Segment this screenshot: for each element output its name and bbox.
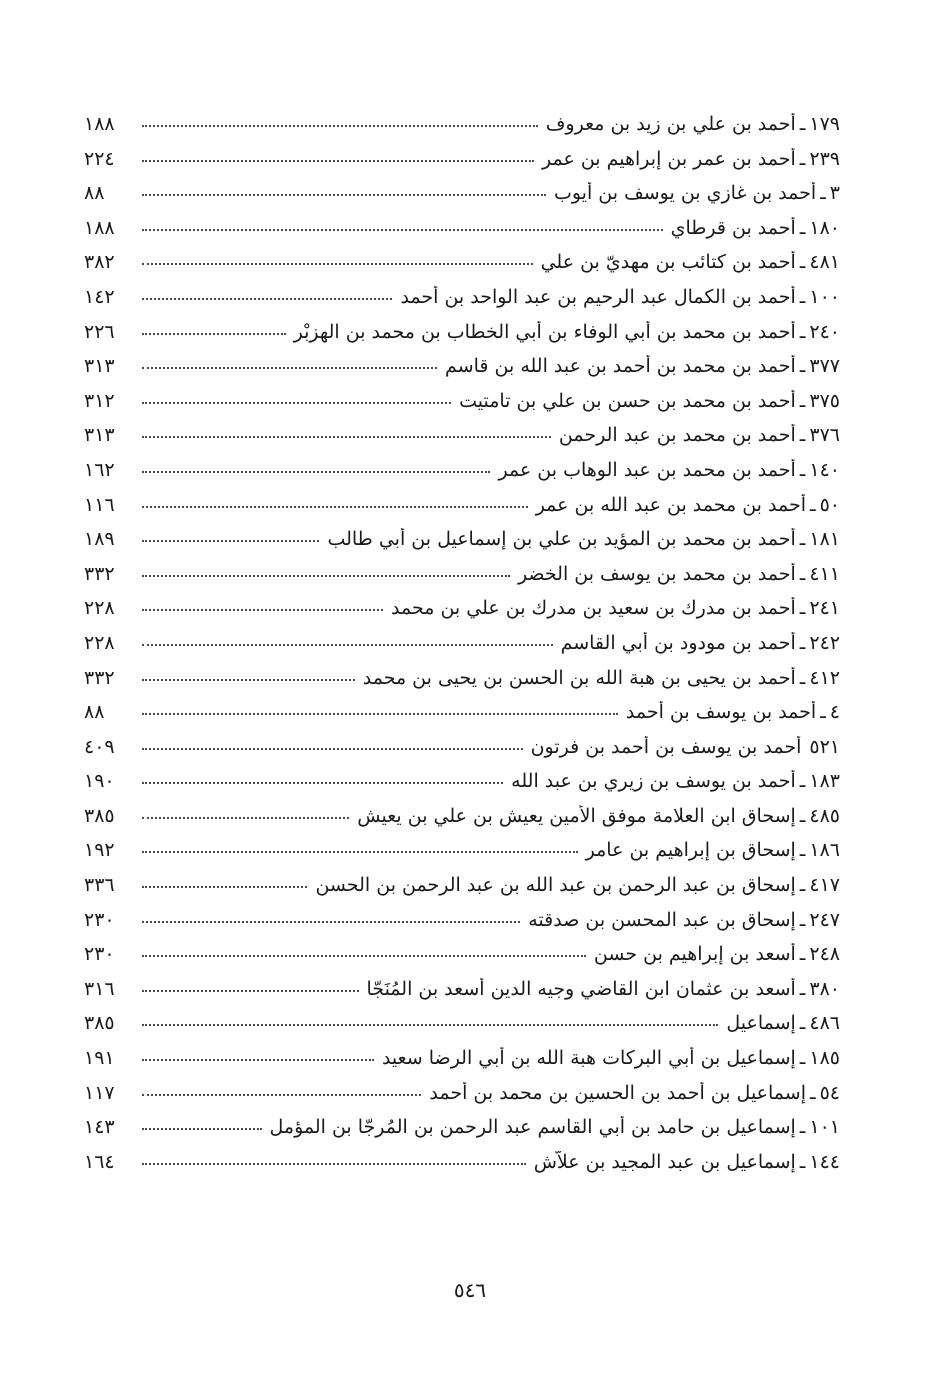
dot-leader: [142, 125, 538, 127]
dot-leader: [142, 298, 392, 300]
entry-separator: ـ: [799, 251, 806, 274]
page-reference: ١٦٢: [84, 458, 115, 481]
dot-leader: [142, 817, 349, 819]
index-entry: [84, 1012, 840, 1047]
index-entry: [84, 528, 840, 563]
entry-number: ٢٤٨: [809, 943, 840, 966]
entry-name: أحمد بن محمد بن حسن بن علي بن تامتيت: [459, 389, 796, 412]
entry-separator: ـ: [799, 874, 806, 897]
entry-number: ٣: [829, 182, 840, 205]
page-reference: ٢٢٨: [84, 631, 115, 654]
entry-name: أحمد بن يوسف بن أحمد: [625, 701, 817, 724]
entry-number: ٤١٧: [809, 874, 840, 897]
entry-separator: ـ: [799, 285, 806, 308]
entry-name: أحمد بن كتائب بن مهديّ بن علي: [540, 251, 796, 274]
index-entry: [84, 321, 840, 356]
index-entry: [84, 286, 840, 321]
index-entry: [84, 424, 840, 459]
page-number: ٥٤٦: [453, 1278, 487, 1302]
page-reference: ٣٨٢: [84, 251, 115, 274]
page-reference: ٣٣٢: [84, 666, 115, 689]
entry-number: ٤٨٥: [809, 804, 840, 827]
entry-number: ٢٤١: [809, 597, 840, 620]
page-reference: ١٩١: [84, 1047, 115, 1070]
index-entry: [84, 909, 840, 944]
entry-separator: ـ: [799, 908, 806, 931]
entry-number: ٣٨٠: [809, 977, 840, 1000]
page-reference: ٣٣٦: [84, 874, 115, 897]
entry-number: ١٠١: [809, 1116, 840, 1139]
entry-separator: ـ: [799, 528, 806, 551]
entry-separator: ـ: [799, 389, 806, 412]
index-entry: [84, 563, 840, 598]
entry-name: أحمد بن علي بن زيد بن معروف: [545, 113, 796, 135]
index-entry: [84, 494, 840, 529]
page-reference: ٣١٦: [84, 977, 115, 1000]
entry-name: إسماعيل بن حامد بن أبي القاسم عبد الرحمن بن المُرجّا بن المؤمل: [269, 1116, 796, 1139]
page-reference: ٣١٣: [84, 355, 115, 378]
dot-leader: [142, 506, 528, 508]
page-reference: ١١٧: [84, 1081, 115, 1104]
entry-number: ١٤٠: [809, 458, 840, 481]
entry-number: ١٠٠: [809, 285, 840, 308]
page-reference: ١٩٢: [84, 839, 115, 862]
entry-number: ٤٨١: [809, 251, 840, 274]
page-reference: ٣١٢: [84, 389, 115, 412]
entry-separator: ـ: [799, 977, 806, 1000]
entry-separator: ـ: [820, 182, 826, 205]
entry-number: ٤٨٦: [809, 1012, 840, 1035]
index-entry: [84, 182, 840, 217]
entry-number: ٢٣٩: [809, 147, 840, 170]
entry-name: أحمد بن محمد بن يوسف بن الخضر: [517, 562, 796, 585]
page-reference: ٣١٣: [84, 424, 115, 447]
entry-name: أحمد بن الكمال عبد الرحيم بن عبد الواحد بن أحمد: [400, 285, 796, 308]
entry-name: أحمد بن يحيى بن هبة الله بن الحسن بن يحيى بن محمد: [362, 666, 796, 689]
entry-separator: ـ: [799, 1116, 806, 1139]
page-reference: ٨٨: [84, 701, 105, 724]
index-entry: [84, 805, 840, 840]
entry-name: أحمد بن قرطاي: [670, 216, 796, 239]
page-reference: ٣٨٥: [84, 1012, 115, 1035]
entry-name: أحمد بن محمد بن عبد الرحمن: [558, 424, 796, 447]
page-reference: ١١٦: [84, 493, 115, 516]
index-entry: [84, 736, 840, 771]
page-reference: ٣٣٢: [84, 562, 115, 585]
entry-separator: ـ: [799, 804, 806, 827]
entry-number: ٤: [829, 701, 840, 724]
index-entry: [84, 251, 840, 286]
entry-separator: ـ: [810, 1081, 816, 1104]
entry-name: أحمد بن محمد بن المؤيد بن علي بن إسماعيل بن أبي طالب: [327, 528, 796, 551]
dot-leader: [142, 851, 578, 853]
dot-leader: [142, 1024, 718, 1026]
index-entry: [84, 701, 840, 736]
dot-leader: [142, 229, 663, 231]
entry-separator: ـ: [799, 839, 806, 862]
entry-number: ٢٤٠: [809, 320, 840, 343]
page-reference: ٢٣٠: [84, 943, 115, 966]
index-entry: [84, 355, 840, 390]
entry-name: أحمد بن مودود بن أبي القاسم: [560, 631, 796, 654]
dot-leader: [142, 540, 319, 542]
entry-number: ١٧٩: [809, 113, 840, 135]
entry-name: أحمد بن محمد بن أحمد بن عبد الله بن قاسم: [445, 355, 796, 378]
index-entry: [84, 943, 840, 978]
index-entry: [84, 113, 840, 148]
entry-name: أحمد بن يوسف بن زيري بن عبد الله: [511, 770, 796, 793]
entry-name: إسماعيل بن عبد المجيد بن علاّش: [533, 1150, 796, 1173]
dot-leader: [142, 886, 307, 888]
entry-number: ١٨٠: [809, 216, 840, 239]
entry-separator: ـ: [799, 355, 806, 378]
entry-name: إسحاق ابن العلامة موفق الأمين يعيش بن علي بن يعيش: [357, 804, 796, 827]
entry-name: إسماعيل بن أبي البركات هبة الله بن أبي الرضا سعيد: [381, 1047, 796, 1070]
entry-separator: ـ: [799, 147, 806, 170]
dot-leader: [142, 782, 503, 784]
page-reference: ٤٠٩: [84, 735, 115, 758]
entry-number: ١٨٥: [809, 1047, 840, 1070]
page-reference: ٢٣٠: [84, 908, 115, 931]
entry-number: ١٨٣: [809, 770, 840, 793]
index-entry: [84, 770, 840, 805]
entry-name: إسحاق بن عبد الرحمن بن عبد الله بن عبد الرحمن بن الحسن: [315, 874, 796, 897]
dot-leader: [142, 402, 451, 404]
entry-name: أحمد بن عمر بن إبراهيم بن عمر: [541, 147, 796, 170]
entry-name: إسماعيل: [726, 1012, 796, 1035]
index-entry: [84, 459, 840, 494]
entry-name: أحمد بن محمد بن عبد الوهاب بن عمر: [498, 458, 796, 481]
page-reference: ١٨٨: [84, 216, 115, 239]
entry-number: ٥٢١: [809, 735, 840, 758]
index-entry: [84, 667, 840, 702]
entry-name: أحمد بن مدرك بن سعيد بن مدرك بن علي بن محمد: [391, 597, 796, 620]
page-reference: ٣٨٥: [84, 804, 115, 827]
entry-name: إسحاق بن عبد المحسن بن صدقته: [528, 908, 796, 931]
entry-number: ١٨٦: [809, 839, 840, 862]
index-entry: [84, 978, 840, 1013]
dot-leader: [142, 1163, 526, 1165]
entry-separator: ـ: [799, 1012, 806, 1035]
dot-leader: [142, 748, 523, 750]
dot-leader: [142, 263, 533, 265]
dot-leader: [142, 955, 586, 957]
entry-separator: ـ: [820, 701, 826, 724]
page-reference: ٢٢٦: [84, 320, 115, 343]
entry-name: أسعد بن عثمان ابن القاضي وجيه الدين أسعد بن المُنَجّا: [366, 977, 796, 1000]
index-entry: [84, 632, 840, 667]
dot-leader: [142, 921, 520, 923]
entry-separator: ـ: [799, 113, 806, 135]
index-entry: [84, 1151, 840, 1186]
entry-separator: ـ: [799, 597, 806, 620]
dot-leader: [142, 1128, 262, 1130]
page-reference: ٢٢٨: [84, 597, 115, 620]
entry-number: ١٤٤: [809, 1150, 840, 1173]
page-reference: ١٩٠: [84, 770, 115, 793]
dot-leader: [142, 679, 355, 681]
entry-number: ٢٤٢: [809, 631, 840, 654]
page-reference: ١٦٤: [84, 1150, 115, 1173]
dot-leader: [142, 367, 437, 369]
entry-separator: ـ: [799, 943, 806, 966]
entry-number: ٤١٢: [809, 666, 840, 689]
entry-number: ٣٧٥: [809, 389, 840, 412]
index-entry: [84, 217, 840, 252]
entry-name: أسعد بن إبراهيم بن حسن: [593, 943, 796, 966]
entry-name: أحمد بن محمد بن أبي الوفاء بن أبي الخطاب بن محمد بن الهزبْر: [293, 320, 796, 343]
entry-separator: ـ: [799, 770, 806, 793]
index-list: [84, 113, 840, 1185]
entry-number: ٣٧٦: [809, 424, 840, 447]
dot-leader: [142, 575, 510, 577]
entry-separator: ـ: [799, 631, 806, 654]
entry-separator: ـ: [799, 216, 806, 239]
entry-separator: ـ: [810, 493, 816, 516]
entry-separator: ـ: [799, 1150, 806, 1173]
page-reference: ٨٨: [84, 182, 105, 205]
index-entry: [84, 390, 840, 425]
entry-number: ١٨١: [809, 528, 840, 551]
dot-leader: [142, 1059, 374, 1061]
index-entry: [84, 148, 840, 183]
page-reference: ١٤٢: [84, 285, 115, 308]
index-entry: [84, 597, 840, 632]
dot-leader: [142, 194, 546, 196]
entry-number: ٤١١: [809, 562, 840, 585]
entry-name: إسحاق بن إبراهيم بن عامر: [585, 839, 796, 862]
entry-number: ٣٧٧: [809, 355, 840, 378]
entry-separator: ـ: [799, 458, 806, 481]
entry-name: أحمد بن غازي بن يوسف بن أيوب: [553, 182, 817, 205]
dot-leader: [142, 609, 383, 611]
dot-leader: [142, 713, 618, 715]
entry-number: ٥٠: [819, 493, 840, 516]
entry-separator: ـ: [799, 1047, 806, 1070]
index-entry: [84, 1082, 840, 1117]
entry-name: أحمد بن محمد بن عبد الله بن عمر: [535, 493, 806, 516]
index-entry: [84, 1047, 840, 1082]
page-reference: ٢٢٤: [84, 147, 115, 170]
entry-name: إسماعيل بن أحمد بن الحسين بن محمد بن أحمد: [429, 1081, 806, 1104]
entry-separator: ـ: [799, 320, 806, 343]
entry-separator: ـ: [799, 562, 806, 585]
index-entry: [84, 1116, 840, 1151]
page-reference: ١٨٩: [84, 528, 115, 551]
page-reference: ١٤٣: [84, 1116, 115, 1139]
entry-number: ٥٤: [819, 1081, 840, 1104]
dot-leader: [142, 160, 534, 162]
dot-leader: [142, 333, 286, 335]
entry-name: أحمد بن يوسف بن أحمد بن فرتون: [530, 735, 802, 758]
dot-leader: [142, 436, 551, 438]
index-entry: [84, 874, 840, 909]
entry-number: ٢٤٧: [809, 908, 840, 931]
dot-leader: [142, 471, 490, 473]
page-reference: ١٨٨: [84, 113, 115, 135]
dot-leader: [142, 990, 359, 992]
entry-separator: ـ: [799, 424, 806, 447]
entry-separator: ـ: [799, 666, 806, 689]
dot-leader: [142, 644, 553, 646]
dot-leader: [142, 1094, 421, 1096]
index-entry: [84, 839, 840, 874]
